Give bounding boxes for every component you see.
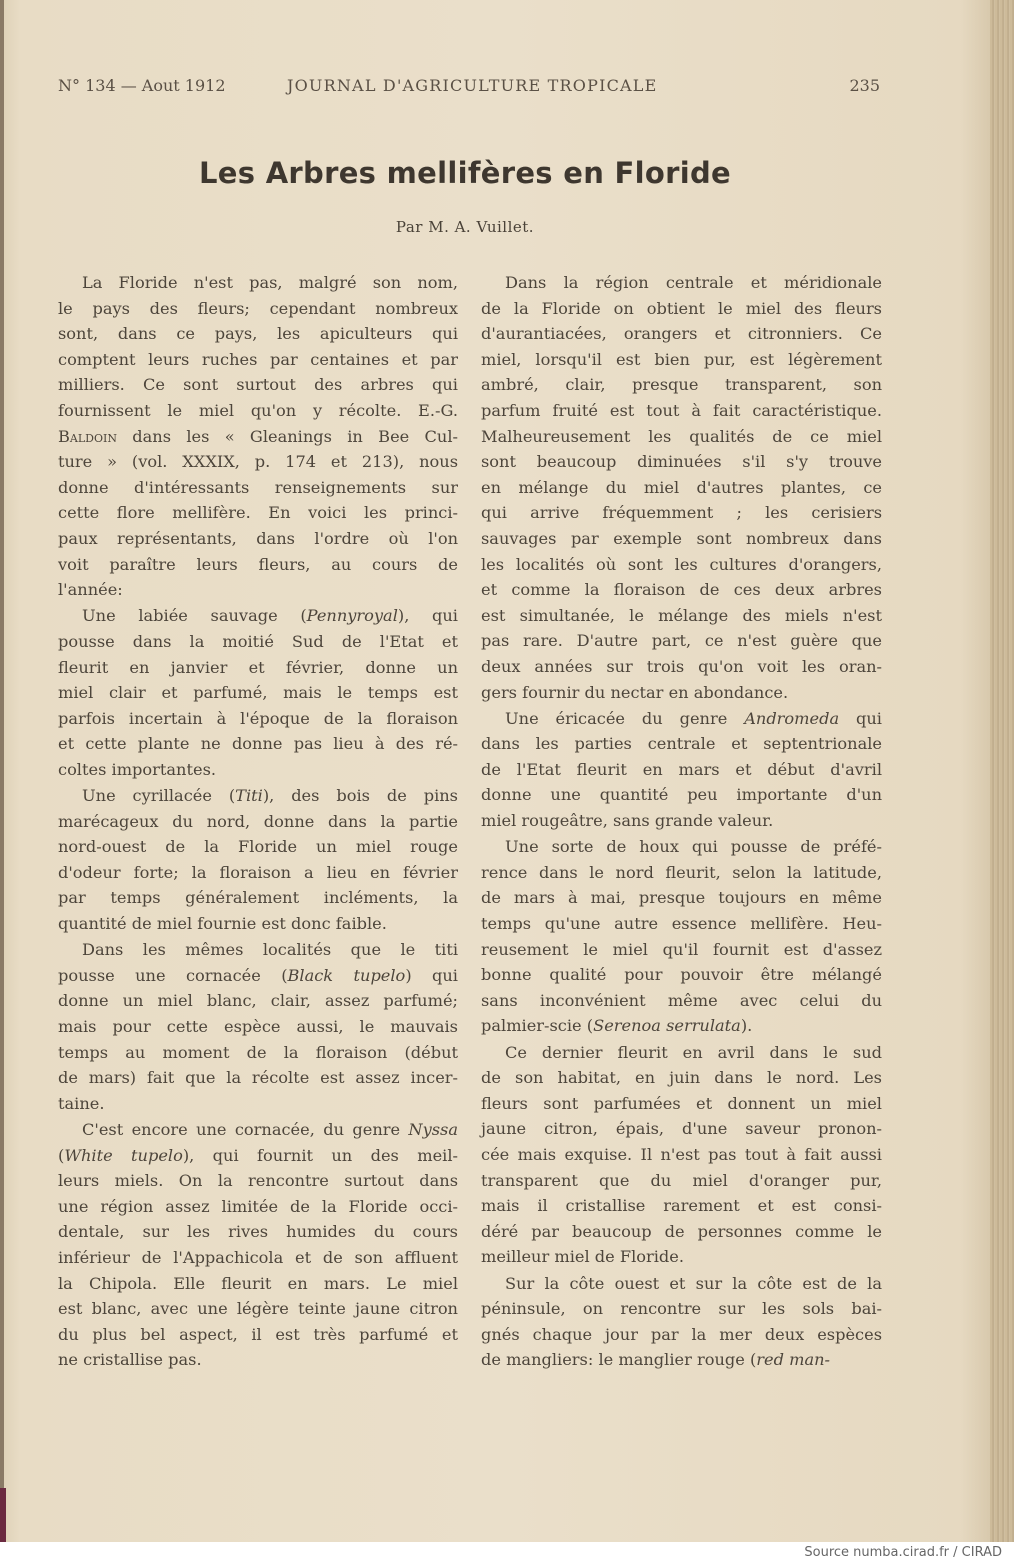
text-line: paux représentants, dans l'ordre où l'on bbox=[58, 528, 458, 548]
text-line: pousse une cornacée (Black tupelo) qui bbox=[58, 965, 458, 985]
text-line: mais il cristallise rarement et est consi- bbox=[481, 1196, 882, 1216]
text-line: rence dans le nord fleurit, selon la latitude, bbox=[481, 862, 882, 882]
page-stack-edge bbox=[990, 0, 1014, 1542]
text-line: comptent leurs ruches par centaines et par bbox=[58, 349, 458, 369]
paragraph bbox=[481, 270, 882, 705]
text-line: fournissent le miel qu'on y récolte. E.-G. bbox=[58, 400, 458, 420]
paragraph bbox=[481, 1271, 882, 1373]
italic-term: Pennyroyal bbox=[306, 606, 398, 626]
paragraph bbox=[481, 706, 882, 834]
text-line: pas rare. D'autre part, ce n'est guère que bbox=[481, 631, 882, 651]
text-line: temps qu'une autre essence mellifère. Heu- bbox=[481, 914, 882, 934]
text-line: marécageux du nord, donne dans la partie bbox=[58, 811, 458, 831]
text-line: ambré, clair, presque transparent, son bbox=[481, 375, 882, 395]
issue-date: N° 134 — Aout 1912 bbox=[58, 76, 226, 95]
text-column-left bbox=[58, 270, 458, 1374]
text-line: (White tupelo), qui fournit un des meil- bbox=[58, 1145, 458, 1165]
text-line: Baldoin dans les « Gleanings in Bee Cul- bbox=[58, 426, 458, 446]
text-line: sans inconvénient même avec celui du bbox=[481, 990, 882, 1010]
text-line: d'odeur forte; la floraison a lieu en février bbox=[58, 862, 458, 882]
text-line: palmier-scie (Serenoa serrulata). bbox=[481, 1016, 753, 1036]
text-line: Malheureusement les qualités de ce miel bbox=[481, 426, 882, 446]
italic-term: White tupelo bbox=[64, 1145, 183, 1165]
text-line: taine. bbox=[58, 1093, 105, 1113]
text-line: Ce dernier fleurit en avril dans le sud bbox=[505, 1042, 882, 1062]
text-line: de mangliers: le manglier rouge (red man- bbox=[481, 1350, 831, 1370]
text-line: leurs miels. On la rencontre surtout dans bbox=[58, 1171, 458, 1191]
text-line: de l'Etat fleurit en mars et début d'avril bbox=[481, 759, 882, 779]
text-line: gnés chaque jour par la mer deux espèces bbox=[481, 1324, 882, 1344]
text-line: Une éricacée du genre Andromeda qui bbox=[505, 708, 882, 728]
paragraph bbox=[58, 1117, 458, 1373]
text-line: ture » (vol. XXXIX, p. 174 et 213), nous bbox=[58, 452, 458, 472]
text-line: est blanc, avec une légère teinte jaune citron bbox=[58, 1299, 458, 1319]
text-line: la Chipola. Elle fleurit en mars. Le miel bbox=[58, 1273, 458, 1293]
paragraph bbox=[58, 603, 458, 782]
text-line: gers fournir du nectar en abondance. bbox=[481, 682, 789, 702]
italic-term: Serenoa serrulata bbox=[593, 1016, 741, 1036]
text-column-right bbox=[481, 270, 882, 1374]
italic-term: Black tupelo bbox=[287, 965, 406, 985]
text-line: le pays des fleurs; cependant nombreux bbox=[58, 298, 458, 318]
text-line: et cette plante ne donne pas lieu à des ré- bbox=[58, 734, 458, 754]
page-number: 235 bbox=[849, 76, 880, 95]
text-line: et comme la floraison de ces deux arbres bbox=[481, 580, 882, 600]
text-line: parfum fruité est tout à fait caractéristique. bbox=[481, 400, 882, 420]
text-line: nord-ouest de la Floride un miel rouge bbox=[58, 837, 458, 857]
text-line: donne un miel blanc, clair, assez parfumé; bbox=[58, 991, 458, 1011]
text-line: cette flore mellifère. En voici les princi- bbox=[58, 503, 458, 523]
text-line: meilleur miel de Floride. bbox=[481, 1247, 685, 1267]
text-line: jaune citron, épais, d'une saveur pronon- bbox=[481, 1119, 882, 1139]
running-header bbox=[58, 76, 880, 100]
text-line: reusement le miel qu'il fournit est d'assez bbox=[481, 939, 882, 959]
text-line: d'aurantiacées, orangers et citronniers. Ce bbox=[481, 324, 882, 344]
text-line: de son habitat, en juin dans le nord. Les bbox=[481, 1068, 882, 1088]
paragraph bbox=[481, 834, 882, 1039]
text-line: miel clair et parfumé, mais le temps est bbox=[58, 683, 458, 703]
text-line: Une labiée sauvage (Pennyroyal), qui bbox=[82, 606, 458, 626]
text-line: milliers. Ce sont surtout des arbres qui bbox=[58, 375, 458, 395]
text-line: fleurit en janvier et février, donne un bbox=[58, 657, 458, 677]
article-byline: Par M. A. Vuillet. bbox=[395, 218, 535, 236]
paragraph bbox=[58, 783, 458, 937]
text-line: l'année: bbox=[58, 580, 123, 600]
article-title: Les Arbres mellifères en Floride bbox=[198, 156, 731, 190]
text-line: fleurs sont parfumées et donnent un miel bbox=[481, 1093, 882, 1113]
text-line: de mars à mai, presque toujours en même bbox=[481, 888, 882, 908]
text-line: Dans la région centrale et méridionale bbox=[505, 273, 882, 292]
text-line: dans les parties centrale et septentrionale bbox=[481, 734, 882, 754]
text-line: de la Floride on obtient le miel des fleurs bbox=[481, 298, 882, 318]
journal-name: JOURNAL D'AGRICULTURE TROPICALE bbox=[287, 76, 658, 95]
text-line: péninsule, on rencontre sur les sols bai- bbox=[481, 1299, 882, 1319]
text-line: sauvages par exemple sont nombreux dans bbox=[481, 528, 882, 548]
text-line: Une cyrillacée (Titi), des bois de pins bbox=[82, 786, 458, 806]
text-line: sont beaucoup diminuées s'il s'y trouve bbox=[481, 452, 882, 472]
text-line: inférieur de l'Appachicola et de son affluent bbox=[58, 1247, 458, 1267]
text-line: de mars) fait que la récolte est assez incer- bbox=[58, 1068, 458, 1088]
text-line: quantité de miel fournie est donc faible. bbox=[58, 914, 387, 934]
text-line: dentale, sur les rives humides du cours bbox=[58, 1222, 458, 1242]
author-name: Baldoin bbox=[58, 426, 117, 446]
text-line: La Floride n'est pas, malgré son nom, bbox=[82, 273, 458, 292]
text-line: Dans les mêmes localités que le titi bbox=[82, 940, 458, 960]
text-line: cée mais exquise. Il n'est pas tout à fait aussi bbox=[481, 1144, 882, 1164]
text-line: donne d'intéressants renseignements sur bbox=[58, 477, 458, 497]
text-line: qui arrive fréquemment ; les cerisiers bbox=[481, 503, 882, 523]
italic-term: Andromeda bbox=[744, 708, 840, 728]
text-line: bonne qualité pour pouvoir être mélangé bbox=[481, 965, 882, 985]
text-line: miel rougeâtre, sans grande valeur. bbox=[481, 811, 774, 831]
text-line: voit paraître leurs fleurs, au cours de bbox=[58, 554, 458, 574]
italic-term: Titi bbox=[235, 786, 263, 806]
text-line: parfois incertain à l'époque de la floraison bbox=[58, 708, 458, 728]
text-line: en mélange du miel d'autres plantes, ce bbox=[481, 477, 882, 497]
text-line: déré par beaucoup de personnes comme le bbox=[481, 1221, 882, 1241]
text-line: transparent que du miel d'oranger pur, bbox=[481, 1170, 882, 1190]
text-line: est simultanée, le mélange des miels n'est bbox=[481, 605, 882, 625]
text-line: coltes importantes. bbox=[58, 759, 217, 779]
text-line: miel, lorsqu'il est bien pur, est légèrement bbox=[481, 349, 882, 369]
text-line: par temps généralement incléments, la bbox=[58, 888, 458, 908]
paragraph bbox=[58, 270, 458, 603]
italic-term: red man- bbox=[756, 1350, 831, 1370]
binding-mark bbox=[0, 1488, 6, 1542]
text-line: C'est encore une cornacée, du genre Nyssa bbox=[82, 1119, 458, 1139]
text-line: donne une quantité peu importante d'un bbox=[481, 785, 882, 805]
text-line: les localités où sont les cultures d'orangers, bbox=[481, 554, 882, 574]
text-line: pousse dans la moitié Sud de l'Etat et bbox=[58, 631, 458, 651]
text-line: du plus bel aspect, il est très parfumé et bbox=[58, 1324, 458, 1344]
text-line: temps au moment de la floraison (début bbox=[58, 1042, 458, 1062]
text-line: une région assez limitée de la Floride occi- bbox=[58, 1196, 458, 1216]
text-line: Une sorte de houx qui pousse de préfé- bbox=[505, 837, 882, 857]
text-line: Sur la côte ouest et sur la côte est de la bbox=[505, 1273, 882, 1293]
source-credit: Source numba.cirad.fr / CIRAD bbox=[804, 1545, 1002, 1560]
text-line: sont, dans ce pays, les apiculteurs qui bbox=[58, 324, 458, 344]
paragraph bbox=[58, 937, 458, 1116]
text-line: deux années sur trois qu'on voit les oran- bbox=[481, 656, 882, 676]
paragraph bbox=[481, 1040, 882, 1270]
italic-term: Nyssa bbox=[408, 1119, 458, 1139]
text-line: mais pour cette espèce aussi, le mauvais bbox=[58, 1017, 458, 1036]
text-line: ne cristallise pas. bbox=[58, 1350, 202, 1370]
